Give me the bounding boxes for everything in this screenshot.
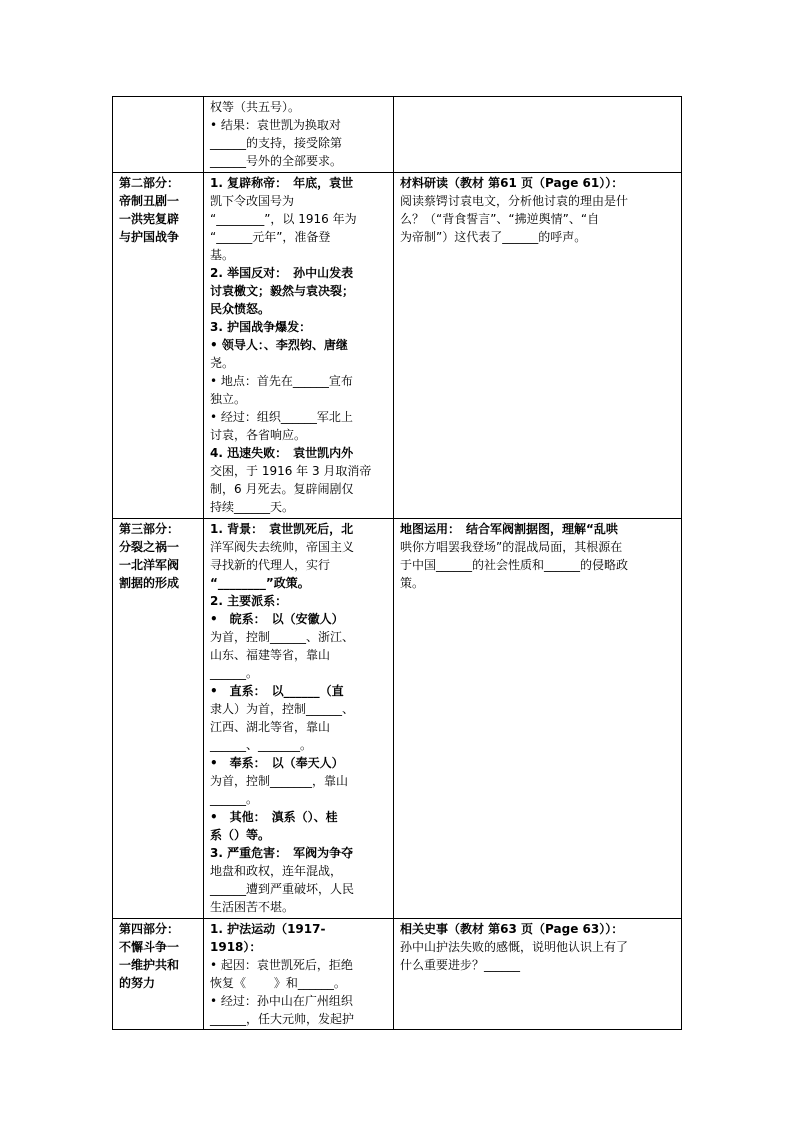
section-title-line: 第四部分： [119, 922, 180, 936]
section-title-line: 一北洋军阀 [119, 558, 180, 572]
content-line: 3. 严重危害： 军阀为争夺 [210, 846, 354, 860]
content-line: 讨袁，各省响应。 [210, 428, 307, 442]
document-page [112, 96, 682, 1030]
section-title-line: 分裂之祸一 [119, 540, 180, 554]
content-line: 1. 背景： 袁世凯死后，北 [210, 522, 354, 536]
section-title-line: 的努力 [119, 976, 156, 990]
content-line: 地盘和政权，连年混战， [210, 864, 343, 878]
side-line: 材料研读（教材 第61 页（Page 61））： [400, 176, 624, 190]
content-cell [204, 97, 394, 173]
section-title-line: 不懈斗争一 [119, 940, 180, 954]
section-title-line: 第三部分： [119, 522, 180, 536]
content-line: 1. 复辟称帝： 年底，袁世 [210, 176, 354, 190]
section-title-line: 帝制丑剧一 [119, 194, 180, 208]
side-line: 哄你方唱罢我登场”的混战局面，其根源在 [400, 540, 623, 554]
section-cell [113, 97, 204, 173]
side-cell [394, 519, 682, 919]
content-line: 尧。 [210, 356, 235, 370]
content-line: 洋军阀失去统帅，帝国主义 [210, 540, 355, 554]
content-line: 1. 护法运动（1917- [210, 922, 326, 936]
content-line: 制，6 月死去。复辟闹剧仅 [210, 482, 354, 496]
content-line: 交困，于 1916 年 3 月取消帝 [210, 464, 372, 478]
content-line: 权等（共五号）。 [210, 100, 301, 114]
table-row [113, 97, 682, 173]
content-line: ______、_______。 [210, 738, 313, 752]
section-cell [113, 173, 204, 519]
table-row [113, 519, 682, 919]
side-line: 策。 [400, 576, 425, 590]
content-line: ______的支持，接受除第 [210, 136, 343, 150]
content-line: ______。 [210, 666, 259, 680]
content-line: ______号外的全部要求。 [210, 154, 343, 168]
side-cell [394, 173, 682, 519]
content-line: • 起因：袁世凯死后，拒绝 [210, 958, 353, 972]
content-line: • 直系： 以______（直 [210, 684, 344, 698]
side-line: 为帝制”）这代表了______的呼声。 [400, 230, 587, 244]
content-line: “______元年”，准备登 [210, 230, 331, 244]
content-line: • 地点：首先在______宣布 [210, 374, 353, 388]
side-line: 孙中山护法失败的感慨，说明他认识上有了 [400, 940, 629, 954]
side-line: 相关史事（教材 第63 页（Page 63））： [400, 922, 624, 936]
content-cell [204, 519, 394, 919]
section-cell [113, 519, 204, 919]
content-line: • 领导人：、李烈钧、唐继 [210, 338, 348, 352]
content-cell [204, 173, 394, 519]
content-line: • 其他： 滇系（）、桂 [210, 810, 338, 824]
content-line: 2. 主要派系： [210, 594, 288, 608]
content-line: 基。 [210, 248, 235, 262]
content-line: • 皖系： 以（安徽人） [210, 612, 344, 626]
section-cell [113, 919, 204, 1030]
content-line: ______，任大元帅，发起护 [210, 1012, 355, 1026]
side-cell [394, 919, 682, 1030]
content-line: 民众愤怒。 [210, 302, 271, 316]
content-line: 山东、福建等省，靠山 [210, 648, 331, 662]
section-title-line: 一洪宪复辟 [119, 212, 180, 226]
content-line: 1918）： [210, 940, 262, 954]
content-line: ______遭到严重破坏，人民 [210, 882, 355, 896]
content-line: 2. 举国反对： 孙中山发表 [210, 266, 354, 280]
side-cell [394, 97, 682, 173]
content-line: • 经过：组织______军北上 [210, 410, 353, 424]
content-line: • 经过：孙中山在广州组织 [210, 994, 353, 1008]
content-line: • 奉系： 以（奉天人） [210, 756, 344, 770]
table-row [113, 173, 682, 519]
side-line: 阅读蔡锷讨袁电文，分析他讨袁的理由是什 [400, 194, 629, 208]
side-line: 地图运用： 结合军阀割据图，理解“乱哄 [400, 522, 618, 536]
side-line: 什么重要进步？______ [400, 958, 521, 972]
section-title-line: 一维护共和 [119, 958, 180, 972]
content-line: “________”政策。 [210, 576, 310, 590]
content-cell [204, 919, 394, 1030]
content-line: 恢复《 》和______。 [210, 976, 346, 990]
content-line: 持续______天。 [210, 500, 295, 514]
content-line: 讨袁檄文；毅然与袁决裂； [210, 284, 355, 298]
content-line: 为首，控制_______，靠山 [210, 774, 349, 788]
table-row [113, 919, 682, 1030]
content-line: 3. 护国战争爆发： [210, 320, 312, 334]
section-title-line: 与护国战争 [119, 230, 180, 244]
content-line: 为首，控制______、浙江、 [210, 630, 355, 644]
content-line: 江西、湖北等省，靠山 [210, 720, 331, 734]
side-line: 于中国______的社会性质和______的侵略政 [400, 558, 629, 572]
content-line: “________”，以 1916 年为 [210, 212, 357, 226]
content-line: 独立。 [210, 392, 247, 406]
content-line: • 结果：袁世凯为换取对 [210, 118, 341, 132]
section-title-line: 割据的形成 [119, 576, 180, 590]
content-line: 隶人）为首，控制______、 [210, 702, 355, 716]
worksheet-table [112, 96, 682, 1030]
content-line: 生活困苦不堪。 [210, 900, 295, 914]
content-line: 4. 迅速失败： 袁世凯内外 [210, 446, 354, 460]
section-title-line: 第二部分： [119, 176, 180, 190]
content-line: 寻找新的代理人，实行 [210, 558, 331, 572]
content-line: 系（）等。 [210, 828, 271, 842]
content-line: 凯下令改国号为 [210, 194, 295, 208]
content-line: ______。 [210, 792, 259, 806]
side-line: 么？（“背食誓言”、“拂逆舆情”、“自 [400, 212, 600, 226]
